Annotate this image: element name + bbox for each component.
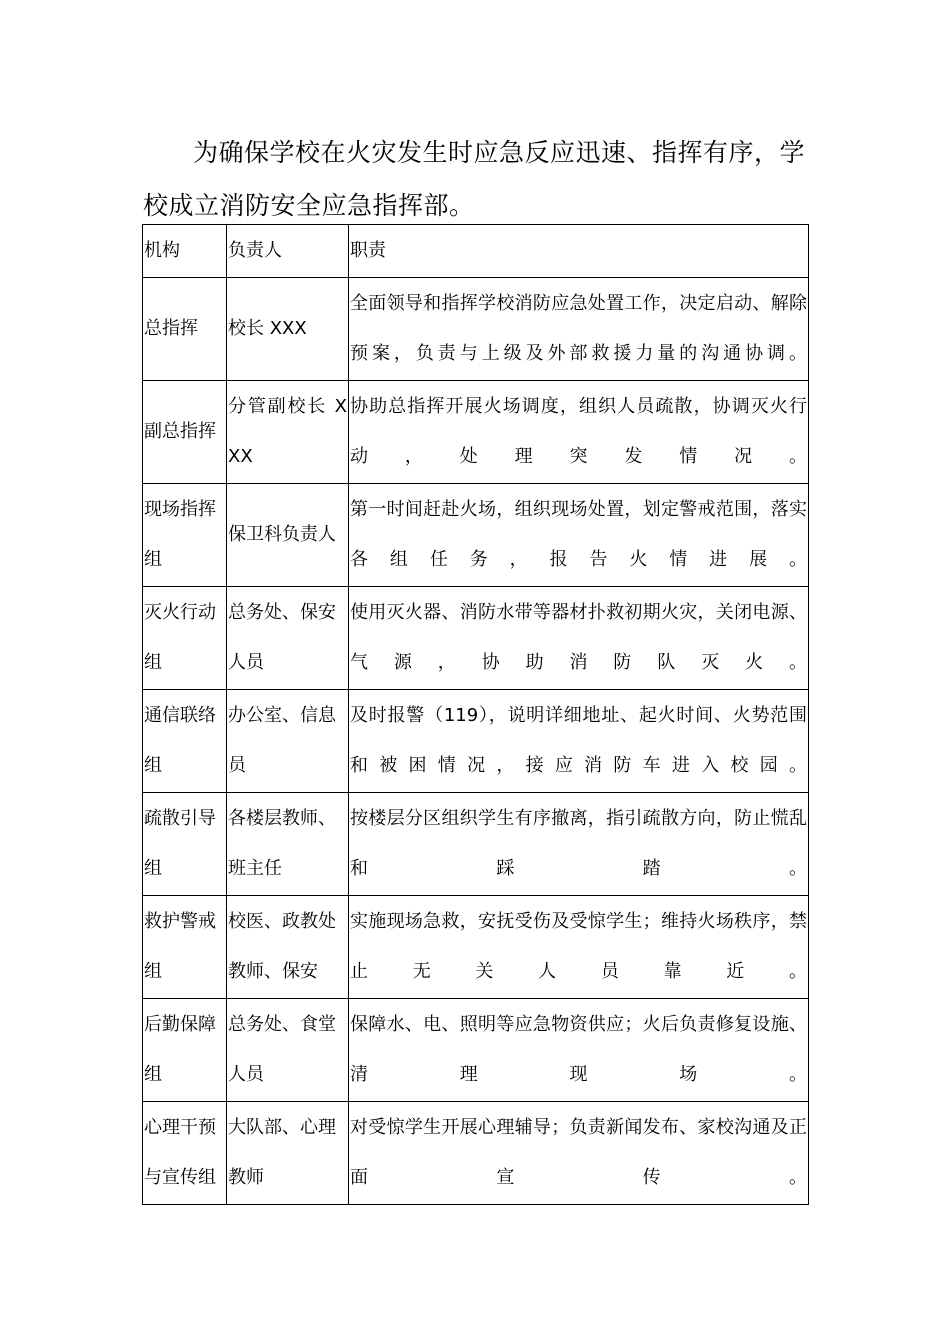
table-row [143, 1102, 809, 1205]
header-leader: 负责人 [227, 225, 349, 278]
org-cell: 疏散引导组 [143, 793, 227, 896]
table-header-row [143, 225, 809, 278]
org-cell: 心理干预与宣传组 [143, 1102, 227, 1205]
leader-cell: 各楼层教师、班主任 [227, 793, 349, 896]
duty-cell: 第一时间赶赴火场，组织现场处置，划定警戒范围，落实各组任务，报告火情进展。 [349, 484, 809, 587]
org-cell: 总指挥 [143, 278, 227, 381]
intro-paragraph: 为确保学校在火灾发生时应急反应迅速、指挥有序，学校成立消防安全应急指挥部。 [143, 138, 806, 220]
org-cell: 灭火行动组 [143, 587, 227, 690]
duty-cell: 协助总指挥开展火场调度，组织人员疏散，协调灭火行动，处理突发情况。 [349, 381, 809, 484]
header-org: 机构 [143, 225, 227, 278]
duty-cell: 按楼层分区组织学生有序撤离，指引疏散方向，防止慌乱和踩踏。 [349, 793, 809, 896]
leader-cell: 办公室、信息员 [227, 690, 349, 793]
header-duty: 职责 [349, 225, 809, 278]
duty-cell: 对受惊学生开展心理辅导；负责新闻发布、家校沟通及正面宣传。 [349, 1102, 809, 1205]
org-cell: 通信联络组 [143, 690, 227, 793]
leader-cell: 保卫科负责人 [227, 484, 349, 587]
leader-cell: 总务处、食堂人员 [227, 999, 349, 1102]
org-cell: 救护警戒组 [143, 896, 227, 999]
leader-cell: 校医、政教处教师、保安 [227, 896, 349, 999]
leader-cell: 校长 XXX [227, 278, 349, 381]
table-row [143, 381, 809, 484]
duty-cell: 保障水、电、照明等应急物资供应；火后负责修复设施、清理现场。 [349, 999, 809, 1102]
table-row [143, 587, 809, 690]
org-cell: 副总指挥 [143, 381, 227, 484]
leader-cell: 总务处、保安人员 [227, 587, 349, 690]
table-row [143, 793, 809, 896]
duty-cell: 使用灭火器、消防水带等器材扑救初期火灾，关闭电源、气源，协助消防队灭火。 [349, 587, 809, 690]
table-row [143, 999, 809, 1102]
table-row [143, 278, 809, 381]
leader-cell: 大队部、心理教师 [227, 1102, 349, 1205]
org-cell: 现场指挥组 [143, 484, 227, 587]
table-row [143, 690, 809, 793]
duty-cell: 全面领导和指挥学校消防应急处置工作，决定启动、解除预案，负责与上级及外部救援力量的沟通协调。 [349, 278, 809, 381]
emergency-command-table [142, 224, 809, 1205]
leader-cell: 分管副校长 XXX [227, 381, 349, 484]
duty-cell: 及时报警（119），说明详细地址、起火时间、火势范围和被困情况，接应消防车进入校园。 [349, 690, 809, 793]
table-row [143, 484, 809, 587]
duty-cell: 实施现场急救，安抚受伤及受惊学生；维持火场秩序，禁止无关人员靠近。 [349, 896, 809, 999]
table-row [143, 896, 809, 999]
org-cell: 后勤保障组 [143, 999, 227, 1102]
